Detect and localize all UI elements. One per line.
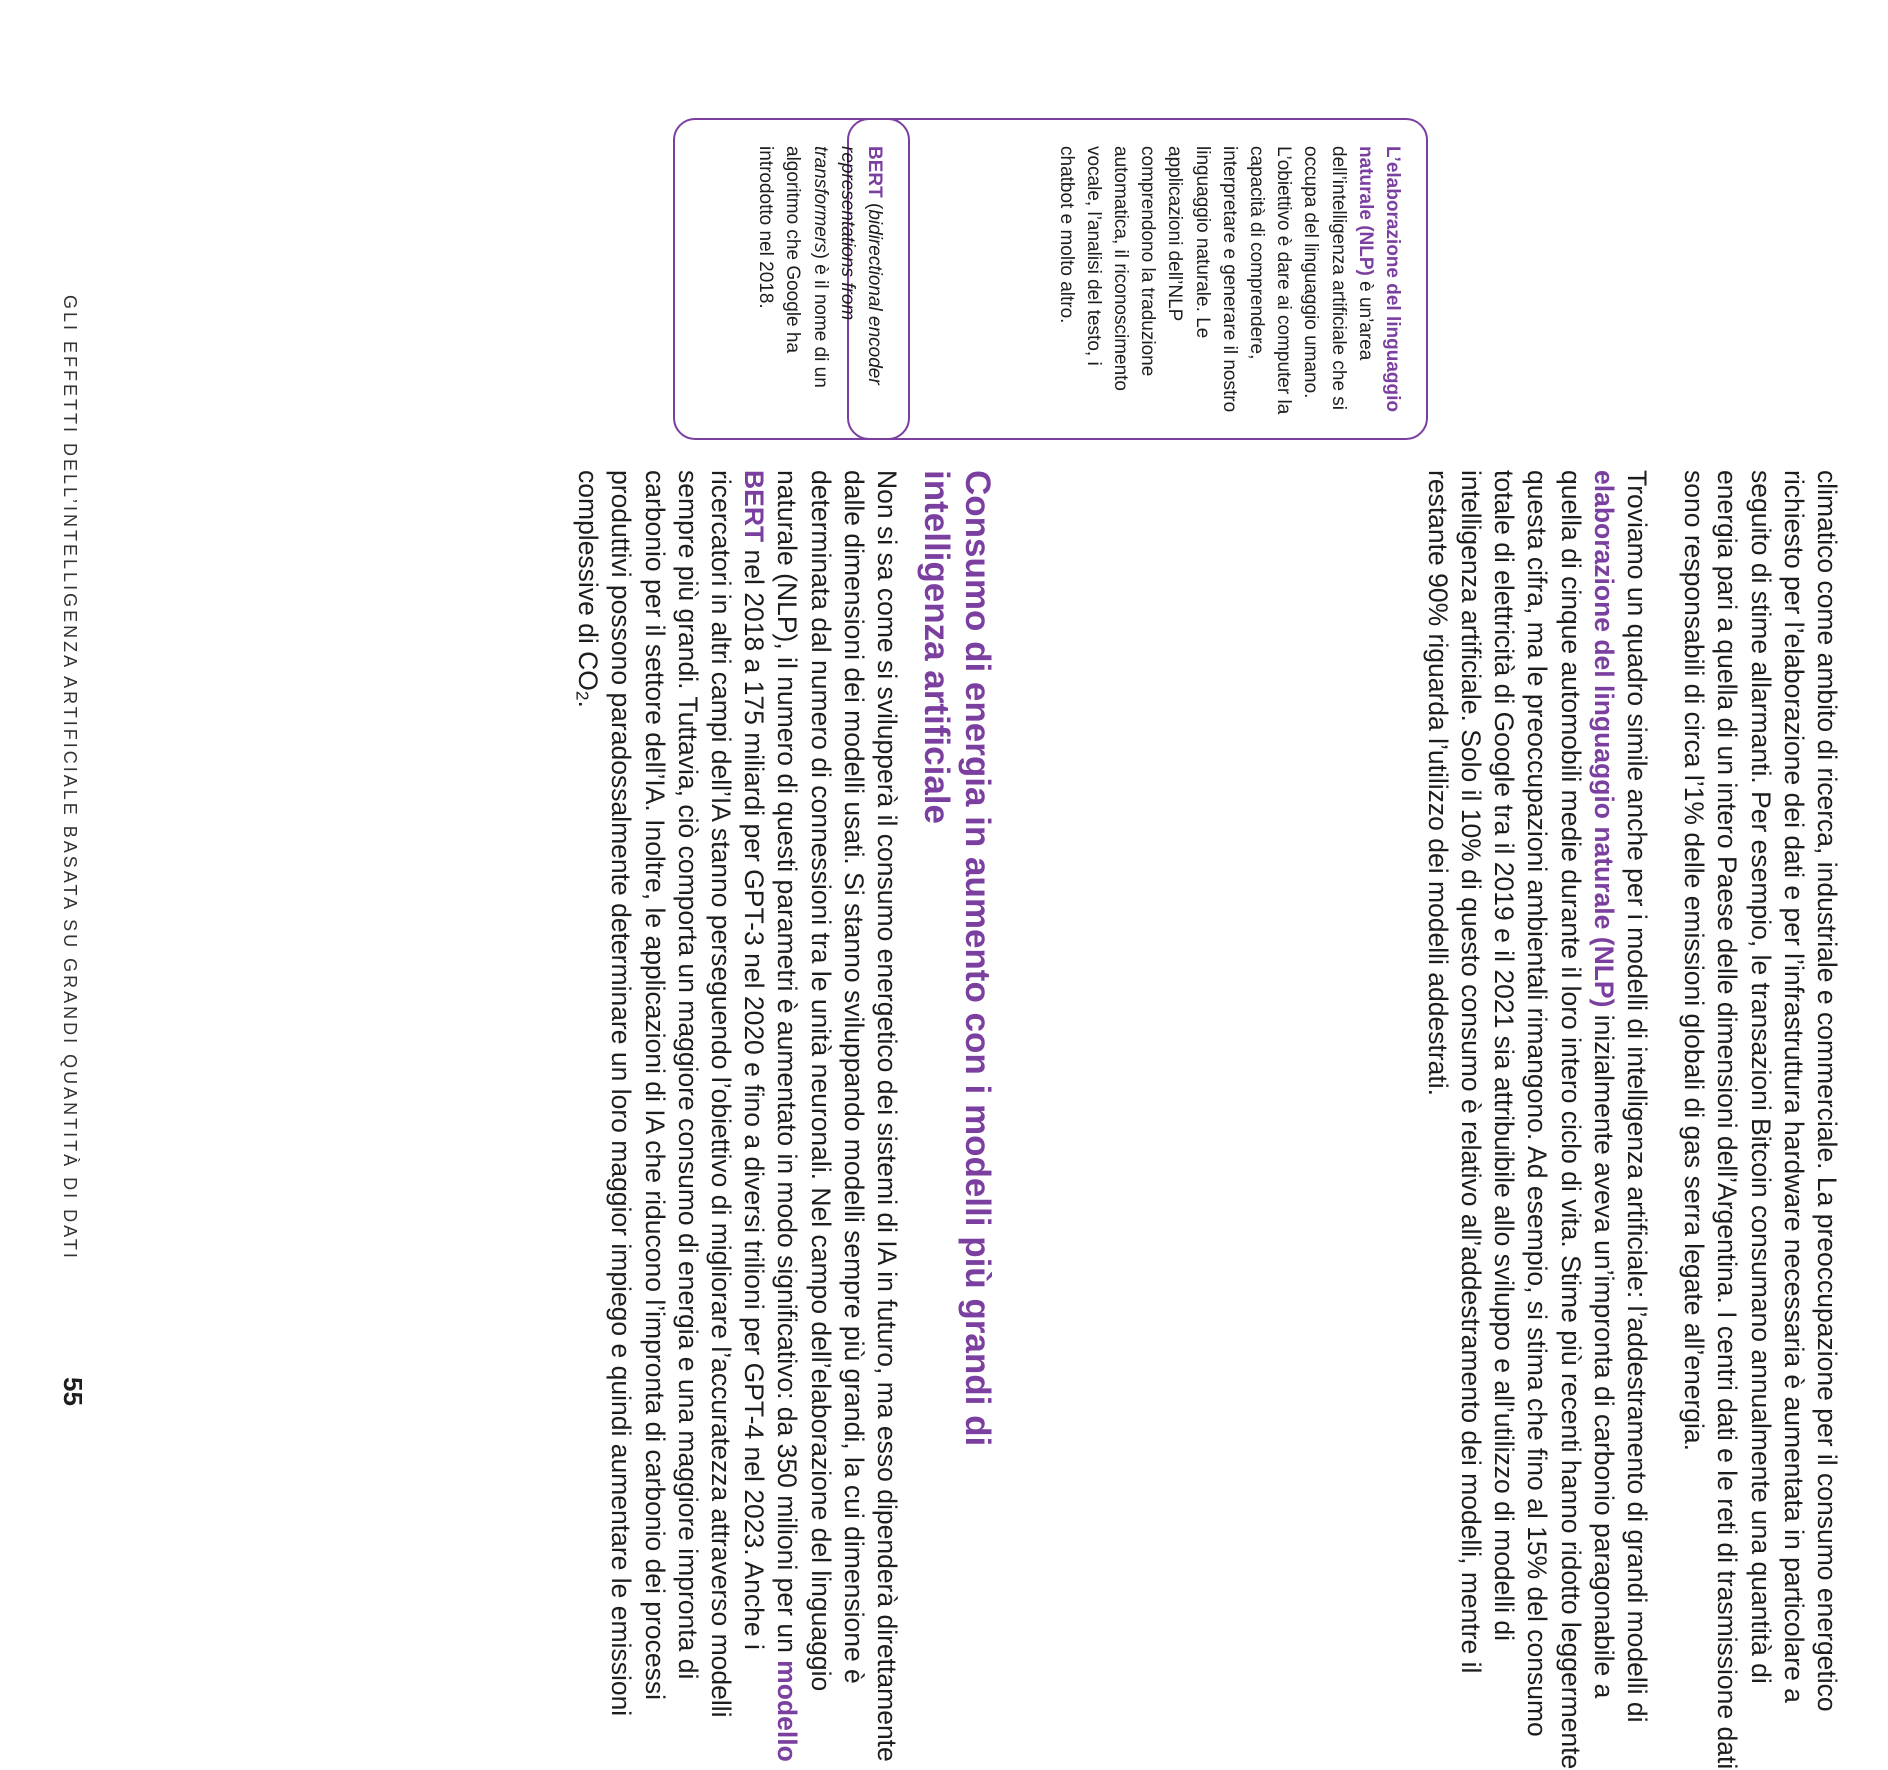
sidebox-bert-definition — [673, 118, 910, 440]
lower-text-column — [571, 470, 903, 1770]
sidebox-bert-term: BERT — [864, 146, 885, 198]
sidebox-nlp-text: è un’area dell’intelligenza artificiale che si occupa del linguaggio umano. L’obiettivo è dare ai computer la capacità di comprendere, interpretare e generare il nostro linguaggio naturale. Le applicazioni dell’NLP comprendono la traduzione automatica, il riconoscimento vocale, l’analisi del testo, i chatbot e molto altro. — [1055, 146, 1376, 415]
paragraph-model-size — [571, 470, 903, 1770]
co2-subscript: 2 — [572, 690, 593, 701]
sidebox-bert-open: ( — [864, 197, 885, 210]
upper-text-column — [1421, 470, 1843, 1770]
bert-model-highlight: modello BERT — [739, 470, 803, 1762]
nlp-highlight: elaborazione del linguaggio naturale (NLP) — [1588, 470, 1619, 1008]
paragraph-nlp-footprint-part1: Troviamo un quadro simile anche per i modelli di intelligenza artificiale: l’addestramento di grandi modelli di — [1621, 470, 1652, 1723]
paragraph-model-size-part1: Non si sa come si svilupperà il consumo energetico dei sistemi di IA in futuro, ma esso dipenderà direttamente dalle dimensioni dei modelli usati. Si stanno sviluppando modelli sempre più grandi, la cui dimensione è determinata dal numero di connessioni tra le unità neuronali. Nel campo dell’elaborazione del linguaggio naturale (NLP), il numero di questi parametri è aumentato in modo significativo: da 350 milioni per un — [772, 470, 902, 1762]
section-heading: Consumo di energia in aumento con i modelli più grandi di intelligenza artificiale — [917, 470, 997, 1447]
sidebox-nlp-definition — [847, 118, 1428, 440]
paragraph-nlp-footprint-part2: inizialmente aveva un’impronta di carbonio paragonabile a quella di cinque automobili medie durante il loro intero ciclo di vita. Stime più recenti hanno ridotto leggermente questa cifra, ma le preoccupazioni ambientali rimangono. Ad esempio, si stima che fino al 15% del consumo totale di elettricità di Google tra il 2019 e il 2021 sia attribuibile allo sviluppo e all’utilizzo di modelli di intelligenza artificiale. Solo il 10% di questo consumo è relativo all’addestramento dei modelli, mentre il restante 90% riguarda l’utilizzo dei modelli addestrati. — [1422, 470, 1619, 1770]
paragraph-nlp-footprint — [1421, 470, 1653, 1770]
sidebox-nlp-term: L’elaborazione del linguaggio naturale (NLP) — [1354, 146, 1403, 413]
sidebox-bert-expansion: bidirectional encoder representations from transformers — [809, 146, 885, 385]
running-header: GLI EFFETTI DELL’INTELLIGENZA ARTIFICIALE BASATA SU GRANDI QUANTITÀ DI DATI — [60, 295, 80, 1261]
paragraph-energy-concern: climatico come ambito di ricerca, industriale e commerciale. La preoccupazione per il consumo energetico richiesto per l’elaborazione dei dati e per l’infrastruttura hardware necessaria è aumentata in particolare a seguito di stime allarmanti. Per esempio, le transazioni Bitcoin consumano annualmente una quantità di energia pari a quella di un intero Paese delle dimensioni dell’Argentina. I centri dati e le reti di trasmissione dati sono responsabili di circa l’1% delle emissioni globali di gas serra legate all’energia. — [1679, 470, 1842, 1770]
paragraph-model-size-part2: nel 2018 a 175 miliardi per GPT-3 nel 2020 e fino a diversi trilioni per GPT-4 nel 2023. Anche i ricercatori in altri campi dell’IA stanno perseguendo l’obiettivo di migliorare l’accuratezza attraverso modelli sempre più grandi. Tuttavia, ciò comporta un maggiore consumo di energia e una maggiore impronta di carbonio per il settore dell’IA. Inoltre, le applicazioni di IA che riducono l’impronta di carbonio dei processi produttivi possono paradossalmente determinare un loro maggior impiego e quindi aumentare le emissioni complessive di CO — [573, 470, 770, 1718]
page-number: 55 — [58, 1377, 88, 1406]
sidebox-bert-text: ) è il nome di un algoritmo che Google ha introdotto nel 2018. — [755, 146, 831, 388]
paragraph-model-size-ending: . — [573, 700, 604, 708]
